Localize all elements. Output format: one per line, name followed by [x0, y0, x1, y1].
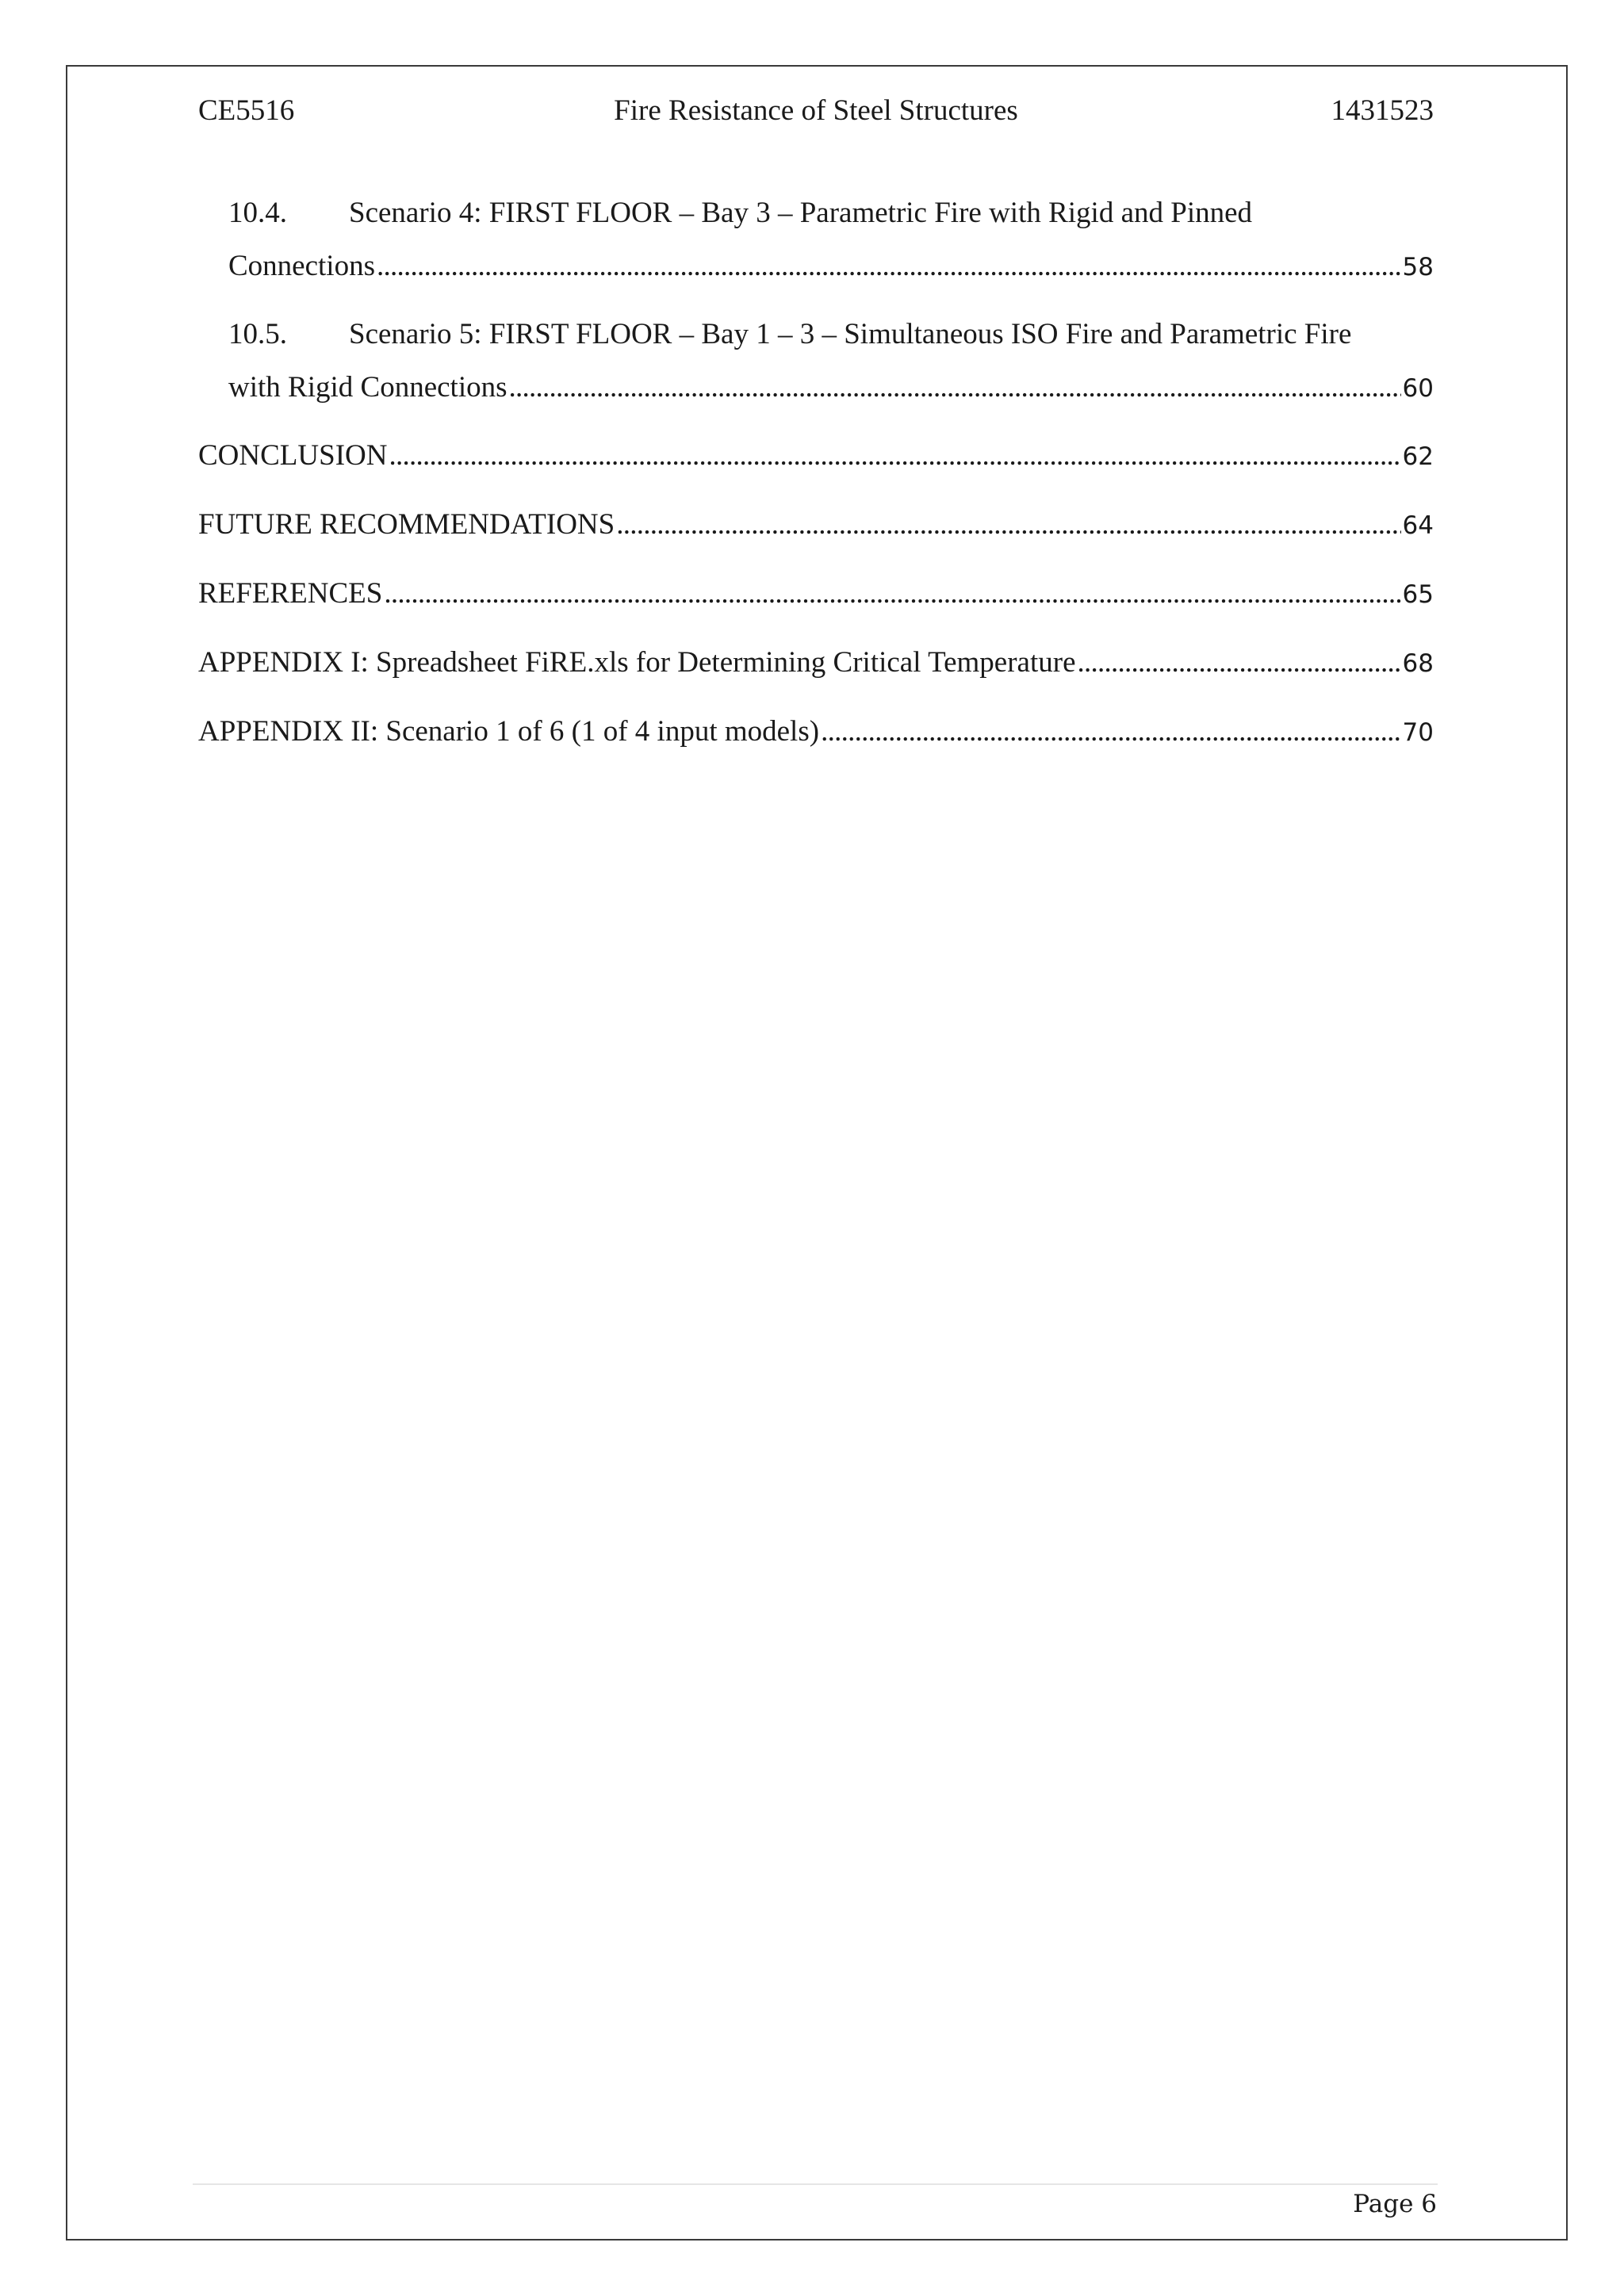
course-code: CE5516	[198, 94, 295, 127]
toc-page-number: 70	[1402, 718, 1434, 747]
dot-leader	[389, 438, 1400, 473]
toc-entry-future-recommendations[interactable]	[198, 507, 1434, 541]
toc-entry-10-5-heading[interactable]	[228, 317, 1351, 351]
toc-page-number: 62	[1402, 442, 1434, 471]
dot-leader	[1078, 645, 1401, 679]
footer-page-number: Page 6	[1353, 2190, 1437, 2218]
toc-title-continued: with Rigid Connections	[228, 371, 508, 404]
toc-page-number: 64	[1402, 511, 1434, 540]
toc-title: REFERENCES	[198, 577, 383, 610]
page-header	[198, 94, 1434, 133]
toc-title: Scenario 5: FIRST FLOOR – Bay 1 – 3 – Simultaneous ISO Fire and Parametric Fire	[349, 318, 1352, 350]
toc-page-number: 65	[1402, 580, 1434, 609]
dot-leader	[616, 507, 1400, 541]
toc-entry-10-4-heading[interactable]	[228, 196, 1252, 230]
toc-title: APPENDIX II: Scenario 1 of 6 (1 of 4 input models)	[198, 715, 820, 748]
dot-leader	[384, 576, 1400, 610]
toc-entry-references[interactable]	[198, 576, 1434, 610]
toc-title: CONCLUSION	[198, 439, 388, 472]
toc-title: FUTURE RECOMMENDATIONS	[198, 508, 615, 541]
toc-entry-appendix-1[interactable]	[198, 645, 1434, 679]
toc-entry-10-4[interactable]	[228, 249, 1434, 283]
toc-page-number: 58	[1402, 253, 1434, 281]
toc-title-continued: Connections	[228, 250, 375, 282]
toc-title: Scenario 4: FIRST FLOOR – Bay 3 – Parametric Fire with Rigid and Pinned	[349, 197, 1253, 229]
student-id: 1431523	[1331, 94, 1434, 127]
dot-leader	[509, 370, 1401, 404]
document-title: Fire Resistance of Steel Structures	[614, 94, 1018, 127]
dot-leader	[821, 714, 1400, 748]
toc-title: APPENDIX I: Spreadsheet FiRE.xls for Determining Critical Temperature	[198, 646, 1076, 679]
toc-page-number: 60	[1402, 374, 1434, 403]
toc-entry-10-5[interactable]	[228, 370, 1434, 404]
toc-number: 10.4.	[228, 197, 287, 229]
dot-leader	[377, 249, 1401, 283]
footer-divider	[193, 2183, 1438, 2185]
toc-page-number: 68	[1402, 649, 1434, 678]
toc-entry-conclusion[interactable]	[198, 438, 1434, 473]
toc-number: 10.5.	[228, 318, 287, 350]
toc-entry-appendix-2[interactable]	[198, 714, 1434, 748]
